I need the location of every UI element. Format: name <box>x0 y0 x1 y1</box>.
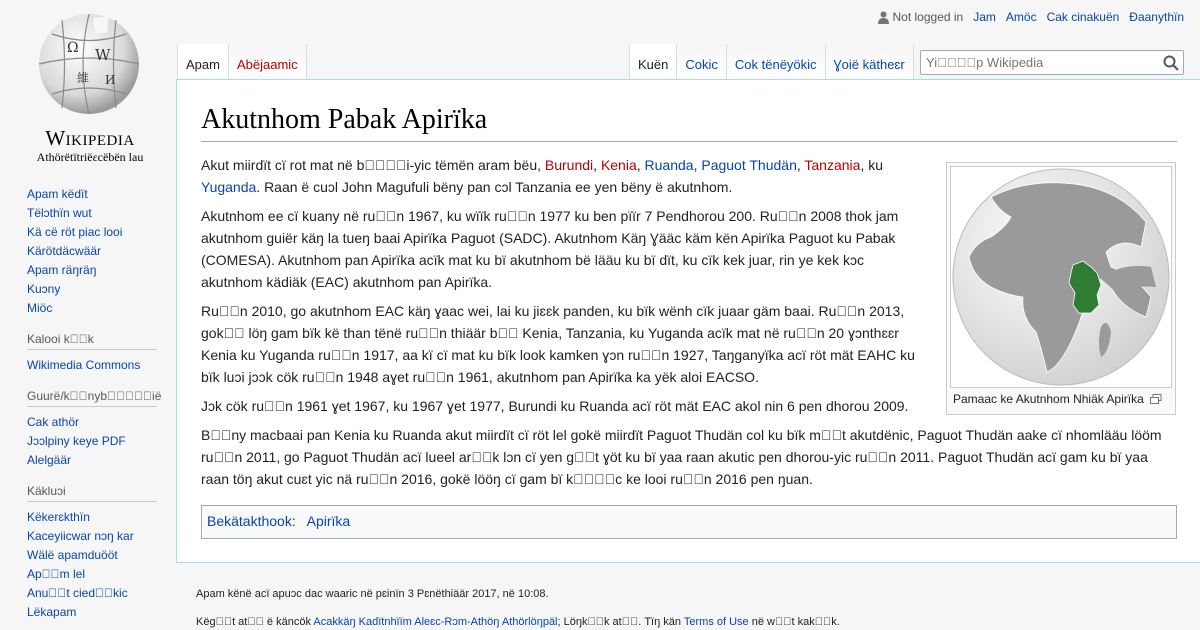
article-body <box>201 154 1177 497</box>
sidebar <box>0 180 176 630</box>
sidebar-item-main-page[interactable]: Apam këdït <box>27 187 88 201</box>
tab-discussion[interactable] <box>229 44 307 80</box>
personal-link-contributions[interactable]: Amöc <box>1005 10 1037 24</box>
view-tabs <box>629 44 914 80</box>
map-caption-text: Pamaac ke Akutnhom Nhiäk Apirïka <box>953 392 1144 406</box>
personal-link-login[interactable]: Ɖaanythïn <box>1129 10 1184 24</box>
tab-edit-label: Cokic <box>685 57 718 72</box>
sidebar-item-upload-file[interactable]: Wälë apamduööt <box>27 548 118 562</box>
category-links <box>201 505 1177 539</box>
not-logged-in-label: Not logged in <box>892 10 964 24</box>
footer <box>196 588 840 630</box>
footer-license-text: në w􏿾􏿾t kak􏿾􏿾k. <box>748 616 840 628</box>
sidebar-item-download-pdf[interactable]: Jɔɔlpiny keye PDF <box>27 434 126 448</box>
category-separator <box>300 513 304 529</box>
p1-sep: , ku <box>860 157 884 173</box>
sidebar-item-random-page[interactable]: Apam räŋräŋ <box>27 263 97 277</box>
categories-label[interactable]: Bekätakthook <box>207 513 292 529</box>
sidebar-heading-print-export: Guurë/k􏿾􏿾nyb􏿾􏿾􏿾􏿾􏿾iё <box>27 389 157 407</box>
link-burundi[interactable]: Burundi <box>544 157 594 173</box>
sidebar-item-permanent-link[interactable]: Anu􏿾􏿾t cied􏿾􏿾kic <box>27 586 128 600</box>
not-logged-in <box>878 10 964 24</box>
paragraph-intro <box>201 154 921 198</box>
tab-edit-source[interactable] <box>727 44 826 80</box>
tab-history-label: Ɣoië kätheɛr <box>833 57 905 72</box>
sidebar-item-recent-changes[interactable]: Kä cë röt piac looi <box>27 225 123 239</box>
personal-link-create-account[interactable]: Cak cinakuën <box>1046 10 1120 24</box>
content-area <box>176 79 1200 563</box>
sidebar-print-export <box>27 389 162 470</box>
wikipedia-logo[interactable] <box>20 12 160 164</box>
sidebar-item-page-information[interactable]: Lëkapam <box>27 605 77 619</box>
categories-colon: : <box>291 513 300 529</box>
footer-license-text: ; Löŋk􏿾􏿾k at􏿾􏿾. Tïŋ kän <box>557 616 684 628</box>
paragraph-membership: Jɔk cök ru􏿾􏿾n 1961 ɣet 1967, ku 1967 ɣet 1977, Burundi ku Ruanda acï röt mät EAC akol nin 6 pen dhorou 2009. <box>201 398 909 414</box>
svg-text:維: 維 <box>77 71 90 85</box>
footer-license-text: Këg􏿾􏿾t at􏿾􏿾 ë käncök <box>196 616 314 628</box>
sidebar-item-what-links-here[interactable]: Këkerɛkthïn <box>27 510 90 524</box>
sidebar-navigation <box>27 185 157 318</box>
page-title: Akutnhom Pabak Apirïka <box>201 102 1177 142</box>
svg-text:W: W <box>95 46 111 64</box>
sidebar-item-community[interactable]: Tëlɔthïn wut <box>27 206 92 220</box>
sidebar-heading-tools: Käkluɔi <box>27 484 157 502</box>
link-paguot-thudan[interactable]: Paguot Thudän <box>701 157 797 173</box>
paragraph-south-sudan: B􏿾􏿾ny macbaai pan Kenia ku Ruanda akut miirdït cï röt lel gokë miirdït Paguot Thudän col ku bïk m􏿾􏿾t akutdënic, Paguot Thudän aake cï nhomlääu lööm ru􏿾􏿾n 2011, go Paguot Thudän acï lueel ar􏿾􏿾k lɔn cï yen g􏿾􏿾t ɣöt ku bï yaa raan akutic pen dhorou-yic ru􏿾􏿾n 2011. Paguot Thudän acï gam ku bï yaa raan töŋ akut cuɛt yic nä ru􏿾􏿾n 2016, gokë lööŋ cï gam bï k􏿾􏿾􏿾􏿾c ke looi ru􏿾􏿾n 2016 pen ŋuan. <box>201 427 1162 487</box>
sidebar-item-printable-version[interactable]: Alelgäär <box>27 453 72 467</box>
link-kenia[interactable]: Kenia <box>600 157 637 173</box>
tab-read-label: Kuën <box>638 57 669 72</box>
sidebar-item-create-book[interactable]: Cak athör <box>27 415 80 429</box>
link-tanzania[interactable]: Tanzania <box>804 157 861 173</box>
p1-sep: , <box>636 157 645 173</box>
p1-sep: , <box>796 157 805 173</box>
wikipedia-tagline: Athörëtïtriëεcëbën lau <box>36 150 144 164</box>
footer-license <box>196 616 840 628</box>
tab-edit[interactable] <box>677 44 727 80</box>
search-input[interactable] <box>921 51 1157 74</box>
p1-sep: , <box>693 157 702 173</box>
p1-text: Akut miirdït cï rot mat në b􏿾􏿾􏿾􏿾i-yic tëmën aram bëu, <box>201 157 545 173</box>
user-icon <box>878 11 889 24</box>
search-box <box>920 50 1184 75</box>
tab-page[interactable] <box>177 44 229 80</box>
footer-license-link[interactable]: Acakkäŋ Kadïtnhïïm Aleɛc-Rɔm-Athöŋ Athörlöŋpäl <box>313 616 558 628</box>
p1-sep: , <box>593 157 601 173</box>
tab-discussion-label: Abëjaamic <box>236 57 298 72</box>
tab-page-label: Apam <box>186 57 220 72</box>
tab-history[interactable] <box>826 44 914 80</box>
sidebar-item-wikimedia-commons[interactable]: Wikimedia Commons <box>27 358 141 372</box>
footer-last-edited: Apam kënë acï apuɔc dac waaric në pɛinïn 3 Pɛnëthiäär 2017, në 10:08. <box>196 588 549 600</box>
footer-terms-link[interactable]: Terms of Use <box>683 616 749 628</box>
sidebar-item-related-changes[interactable]: Kaceyiicwar nɔŋ kar <box>27 529 134 543</box>
tab-read[interactable] <box>629 44 677 80</box>
svg-text:И: И <box>105 73 116 87</box>
tab-edit-source-label: Cok tënëyökic <box>734 57 817 72</box>
sidebar-item-donate[interactable]: Miöc <box>27 301 53 315</box>
p1-text: . Raan ë cuɔl John Magufuli bëny pan cɔl Tanzania ee yen bëny ë akutnhom. <box>256 179 733 195</box>
sidebar-heading-other-projects: Kalooi k􏿾􏿾k <box>27 332 157 350</box>
paragraph-2010: Ru􏿾􏿾n 2010, go akutnhom EAC käŋ ɣaac wei, lai ku jiɛɛk panden, ku bïk wënh cïk juaar gäm baai. Ru􏿾􏿾n 2013, gok􏿾􏿾 löŋ gam bïk kë than tënë ru􏿾􏿾n thiäär b􏿾􏿾 Kenia, Tanzania, ku Yuganda acïk mat në ru􏿾􏿾n 20 ɣɔnthɛɛr Kenia ku Yuganda ru􏿾􏿾n 1917, aa kï cï mat ku bïk look kamken ɣɔn ru􏿾􏿾n 1927, Taŋganyïka acï röt mät EAHC ku bïk luɔi jɔɔk cök ru􏿾􏿾n 1948 aɣet ru􏿾􏿾n 1961, akutnhom pan Apirïka ka yëk aloi EACSO. <box>201 303 915 385</box>
sidebar-item-current-events[interactable]: Kärötdäcwäär <box>27 244 102 258</box>
personal-tools <box>878 10 1185 24</box>
svg-text:Ω: Ω <box>67 40 79 56</box>
namespace-tabs <box>177 44 307 80</box>
link-yuganda[interactable]: Yuganda <box>201 179 257 195</box>
search-icon[interactable] <box>1163 55 1179 71</box>
sidebar-item-special-pages[interactable]: Ap􏿾􏿾m lel <box>27 567 86 581</box>
paragraph-history: Akutnhom ee cï kuany në ru􏿾􏿾n 1967, ku wïïk ru􏿾􏿾n 1977 ku ben pïïr 7 Pendhorou 200. Ru􏿾􏿾n 2008 thok jam akutnhom guiër käŋ la tueŋ baai Apirïka Paguot (SADC). Akutnhom Käŋ Ɣääc käm kën Apirïka Paguot ku Pabak (COMESA). Akutnhom pan Apirïka acïk mat ku bï akutnhom bë lääu ku bï dït, ku cïk kek juar, rin ye kek kɔc akutnhom kädiäk (EAC) akutnhom pan Apirïka. <box>201 208 899 290</box>
sidebar-tools <box>27 484 157 622</box>
puzzle-globe-icon <box>37 12 141 116</box>
personal-link-talk[interactable]: Jam <box>973 10 996 24</box>
wikipedia-wordmark: Wikipedia <box>45 126 135 150</box>
sidebar-other-projects <box>27 332 157 375</box>
link-ruanda[interactable]: Ruanda <box>644 157 694 173</box>
category-apirika[interactable]: Apirïka <box>306 513 351 529</box>
sidebar-item-help[interactable]: Kuɔny <box>27 282 61 296</box>
